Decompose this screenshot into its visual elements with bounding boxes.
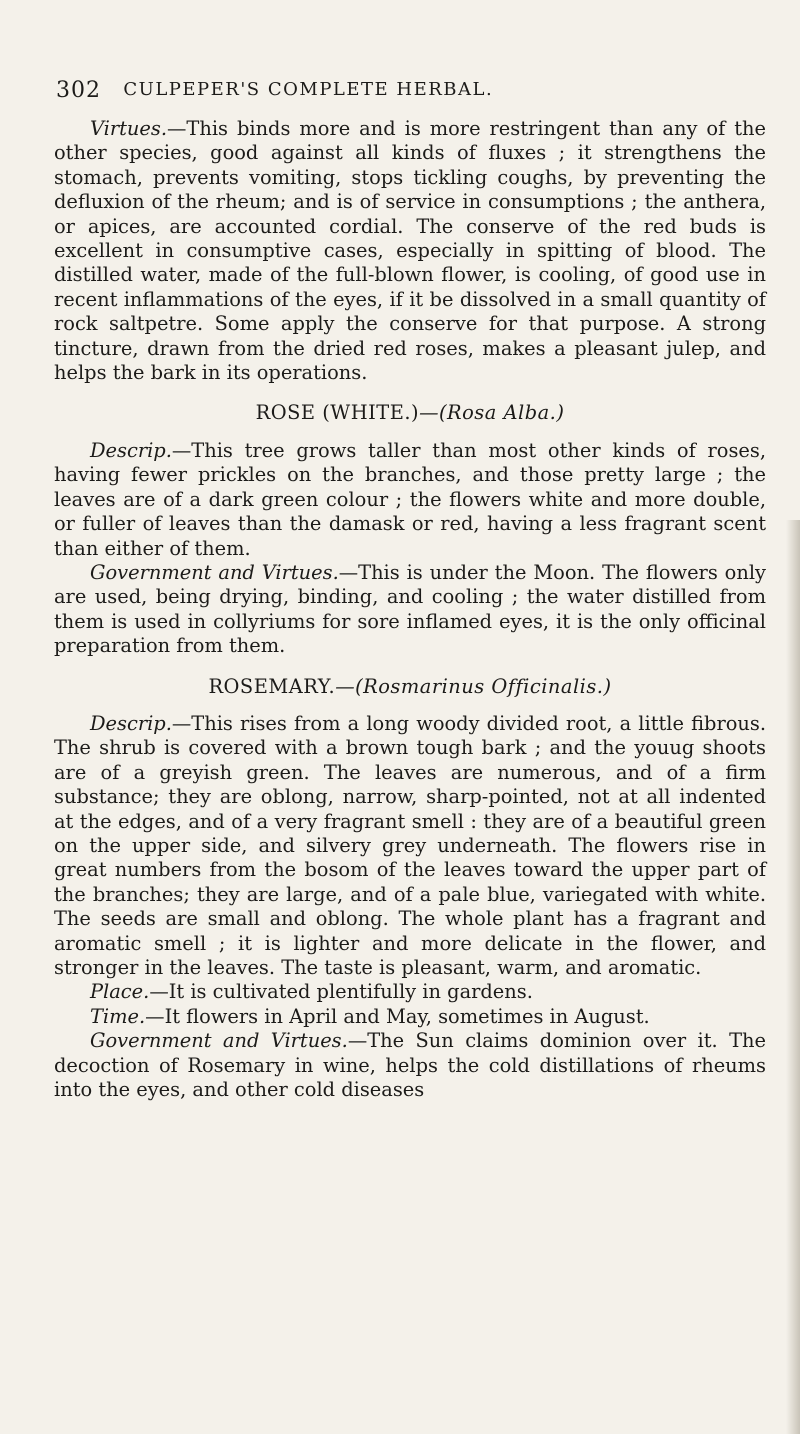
virtues-text: —This binds more and is more restringent than any of the other species, good against all kinds of fluxes ; it strengthens the stomach, prevents vomiting, stops tickling coughs, by preventing the defluxion of the rheum; and is of service in consumptions ; the anthera, or apices, are accounted cordial. The conserve of the red buds is excellent in consumptive cases, especially in spitting of blood. The distilled water, made of the full-blown flower, is cooling, of good use in recent inflammations of the eyes, if it be dissolved in a small quantity of rock saltpetre. Some apply the conserve for that purpose. A strong tincture, drawn from the dried red roses, makes a pleasant julep, and helps the bark in its operations. [54,117,766,385]
rosemary-heading-latin: —(Rosmarinus Officinalis.) [335,674,612,698]
rose-white-government-lead: Government and Virtues. [90,560,339,584]
rosemary-time-lead: Time. [90,1004,146,1028]
rosemary-government-lead: Government and Virtues. [90,1029,348,1053]
rose-white-description [54,439,766,561]
rosemary-time-text: —It flowers in April and May, sometimes in August. [145,1004,650,1028]
virtues-paragraph [54,117,766,385]
rosemary-descrip-text: —This rises from a long woody divided root, a little fibrous. The shrub is covered with a brown tough bark ; and the youug shoots are of a greyish green. The leaves are numerous, and of a firm substance; they are oblong, narrow, sharp-pointed, not at all indented at the edges, and of a very fragrant smell : they are of a beautiful green on the upper side, and silvery grey underneath. The flowers rise in great numbers from the bosom of the leaves toward the upper part of the branches; they are large, and of a pale blue, variegated with white. The seeds are small and oblong. The whole plant has a fragrant and aromatic smell ; it is lighter and more delicate in the flower, and stronger in the leaves. The taste is pleasant, warm, and aromatic. [54,711,766,979]
rose-white-government [54,561,766,659]
rose-white-government-text: —This is under the Moon. The flowers only are used, being drying, binding, and cooling ; the water distilled from them is used in collyriums for sore inflamed eyes, it is the only officinal preparation from them. [54,560,766,658]
rosemary-place-lead: Place. [90,980,150,1004]
virtues-lead: Virtues. [90,117,168,140]
running-title: CULPEPER'S COMPLETE HERBAL. [123,79,494,100]
rosemary-time [54,1005,766,1029]
rosemary-heading [54,675,766,699]
running-head [56,78,746,103]
rose-white-heading-name: ROSE (WHITE.) [255,401,420,425]
rosemary-government [54,1029,766,1102]
rosemary-place [54,980,766,1004]
rosemary-government-text: —The Sun claims dominion over it. The decoction of Rosemary in wine, helps the cold distillations of rheums into the eyes, and other cold diseases [54,1029,766,1102]
rosemary-descrip-lead: Descrip. [90,711,172,735]
rosemary-description [54,712,766,980]
page-edge-shadow [786,520,800,1434]
body-text [54,117,766,1102]
rosemary-place-text: —It is cultivated plentifully in gardens. [149,980,533,1004]
rosemary-heading-name: ROSEMARY. [208,674,336,698]
page-number: 302 [56,78,101,103]
rose-white-descrip-text: —This tree grows taller than most other kinds of roses, having fewer prickles on the branches, and those pretty large ; the leaves are of a dark green colour ; the flowers white and more double, or fuller of leaves than the damask or red, having a less fragrant scent than either of them. [54,438,766,560]
rose-white-descrip-lead: Descrip. [90,438,172,462]
rose-white-heading [54,401,766,425]
rose-white-heading-latin: —(Rosa Alba.) [419,401,565,425]
